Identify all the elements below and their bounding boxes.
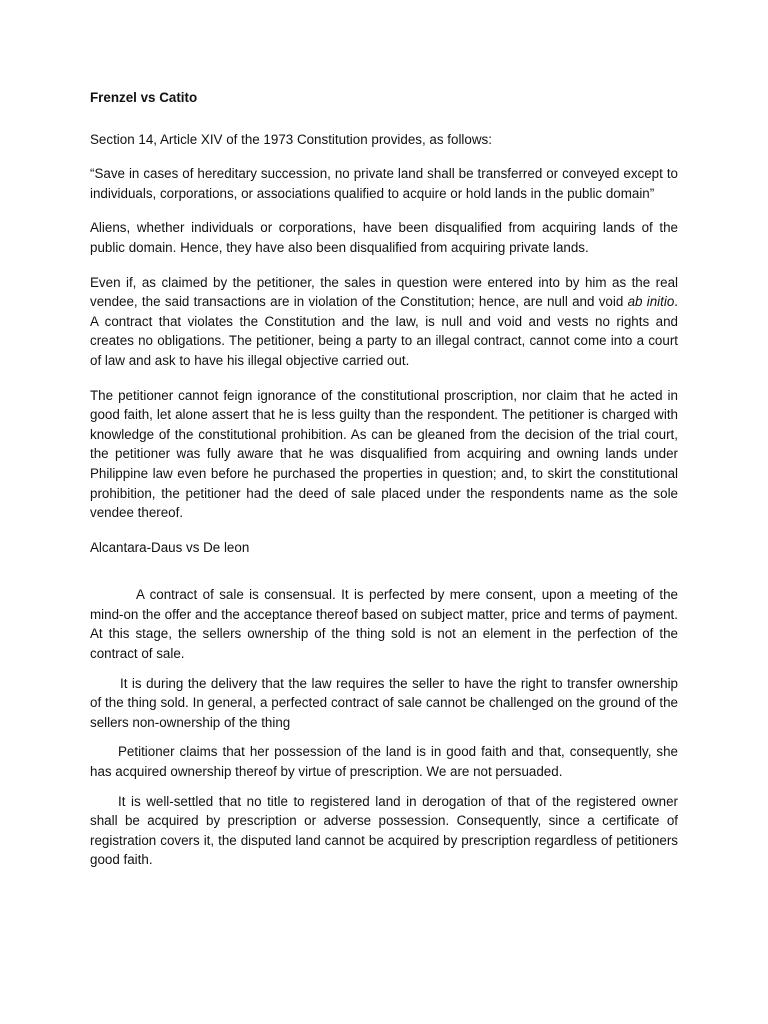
paragraph-null-and-void [90,273,678,371]
paragraph-null-and-void-start: Even if, as claimed by the petitioner, the sales in question were entered into by him as the real vendee, the said transactions are in violation of the Constitution; hence, are null and void [90,274,678,310]
case-title-alcantara: Alcantara-Daus vs De leon [90,539,250,555]
paragraph-delivery-right: It is during the delivery that the law requires the seller to have the right to transfer ownership of the thing sold. In general, a perfected contract of sale cannot be challenged on the ground of the sellers non-ownership of the thing [90,675,678,730]
paragraph-section-14: Section 14, Article XIV of the 1973 Constitution provides, as follows: [90,131,492,147]
paragraph-null-and-void-end: . A contract that violates the Constitution and the law, is null and void and vests no rights and creates no obligations. The petitioner, being a party to an illegal contract, cannot come into a court of law and ask to have his illegal objective carried out. [90,294,679,368]
paragraph-ignorance-proscription: The petitioner cannot feign ignorance of the constitutional proscription, nor claim that he acted in good faith, let alone assert that he is less guilty than the respondent. The petitioner is charged with knowledge of the constitutional prohibition. As can be gleaned from the decision of the trial court, the petitioner was fully aware that he was disqualified from acquiring and owning lands under Philippine law even before he purchased the properties in question; and, to skirt the constitutional prohibition, the petitioner had the deed of sale placed under the respondents name as the sole vendee thereof. [90,387,678,521]
paragraph-contract-consensual: A contract of sale is consensual. It is perfected by mere consent, upon a meeting of the mind-on the offer and the acceptance thereof based on subject matter, price and terms of payment. At this stage, the sellers ownership of the thing sold is not an element in the perfection of the contract of sale. [90,587,678,662]
document-page [90,88,678,880]
paragraph-registered-land: It is well-settled that no title to registered land in derogation of that of the registered owner shall be acquired by prescription or adverse possession. Consequently, since a certificate of registration covers it, the disputed land cannot be acquired by prescription regardless of petitioners good faith. [90,793,678,868]
latin-term-ab-initio: ab initio [627,294,675,310]
paragraph-possession-good-faith: Petitioner claims that her possession of the land is in good faith and that, consequently, she has acquired ownership thereof by virtue of prescription. We are not persuaded. [90,744,678,780]
paragraph-aliens-disqualified: Aliens, whether individuals or corporations, have been disqualified from acquiring lands of the public domain. Hence, they have also been disqualified from acquiring private lands. [90,220,678,255]
case-title-frenzel: Frenzel vs Catito [90,90,198,105]
paragraph-constitution-quote: “Save in cases of hereditary succession, no private land shall be transferred or conveyed except to individuals, corporations, or associations qualified to acquire or hold lands in the public domain” [90,166,678,201]
